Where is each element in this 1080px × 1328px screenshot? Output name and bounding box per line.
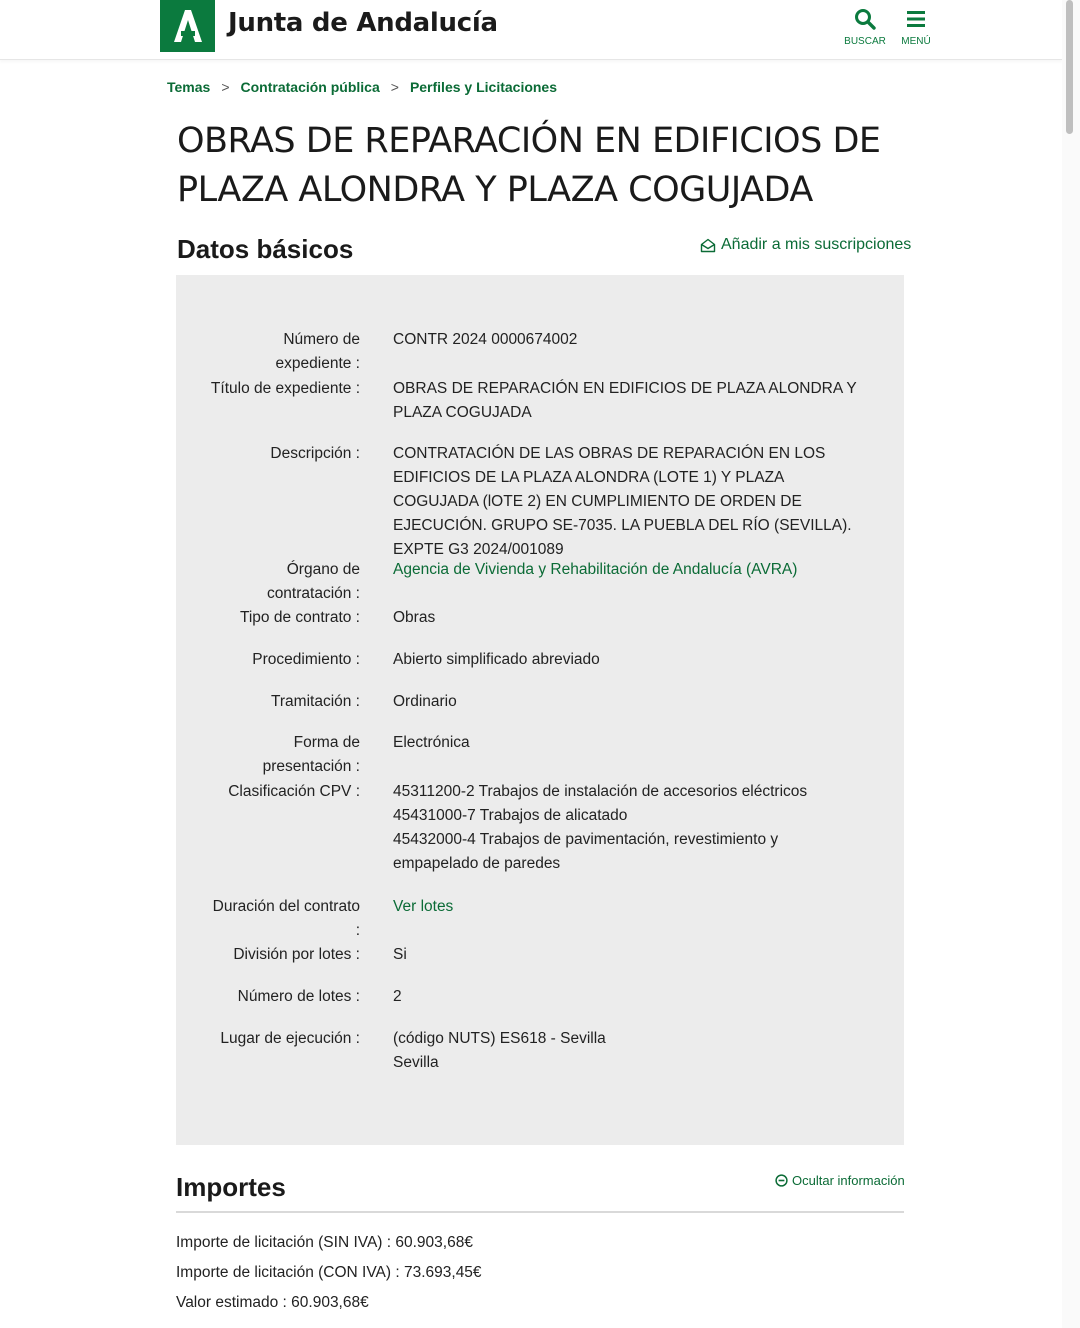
field-value: Electrónica bbox=[393, 734, 470, 751]
hamburger-menu-icon bbox=[905, 8, 927, 30]
field-label: Lugar de ejecución : bbox=[220, 1030, 360, 1047]
field-label: Número de expediente : bbox=[275, 331, 360, 372]
field-value: CONTRATACIÓN DE LAS OBRAS DE REPARACIÓN EN LOS EDIFICIOS DE LA PLAZA ALONDRA (LOTE 1) Y PLAZA COGUJADA (lOTE 2) EN CUMPLIMIENTO DE ORDEN DE EJECUCIÓN. GRUPO SE-7035. LA PUEBLA DEL RÍO (SEVILLA). EXPTE G3 2024/001089 bbox=[393, 445, 852, 558]
breadcrumb-temas[interactable]: Temas bbox=[167, 79, 211, 95]
brand-name[interactable]: Junta de Andalucía bbox=[228, 8, 498, 38]
envelope-open-icon bbox=[700, 238, 716, 253]
datos-basicos-panel bbox=[176, 275, 904, 1145]
junta-a-logo-icon bbox=[168, 6, 208, 46]
scrollbar-thumb[interactable] bbox=[1066, 0, 1073, 134]
breadcrumb-separator: > bbox=[390, 79, 399, 95]
field-label: Duración del contrato : bbox=[212, 898, 360, 939]
field-label: Procedimiento : bbox=[252, 651, 360, 668]
field-value: Abierto simplificado abreviado bbox=[393, 651, 600, 668]
minus-circle-icon bbox=[775, 1174, 788, 1187]
breadcrumb-perfiles-licitaciones[interactable]: Perfiles y Licitaciones bbox=[409, 79, 558, 95]
field-label: Título de expediente : bbox=[210, 380, 360, 397]
menu-label: MENÚ bbox=[901, 36, 931, 47]
field-label: Órgano de contratación : bbox=[266, 561, 360, 602]
field-label: Tramitación : bbox=[270, 693, 360, 710]
importe-sin-iva: Importe de licitación (SIN IVA) : 60.903,68€ bbox=[176, 1234, 473, 1251]
site-header bbox=[0, 0, 1062, 60]
search-icon bbox=[854, 8, 876, 30]
field-value: Si bbox=[393, 946, 407, 963]
breadcrumb-separator: > bbox=[221, 79, 230, 95]
field-value: Ordinario bbox=[393, 693, 457, 710]
junta-logo[interactable] bbox=[160, 0, 215, 52]
section-title-datos-basicos: Datos básicos bbox=[177, 234, 354, 264]
subscribe-link[interactable] bbox=[700, 236, 911, 254]
field-label: Número de lotes : bbox=[237, 988, 360, 1005]
lugar-line: (código NUTS) ES618 - Sevilla bbox=[393, 1030, 606, 1047]
field-value: Obras bbox=[393, 609, 436, 626]
section-title-importes: Importes bbox=[176, 1172, 286, 1202]
breadcrumb-contratacion-publica[interactable]: Contratación pública bbox=[240, 79, 380, 95]
lugar-line: Sevilla bbox=[393, 1054, 439, 1071]
field-value: OBRAS DE REPARACIÓN EN EDIFICIOS DE PLAZA ALONDRA Y PLAZA COGUJADA bbox=[393, 380, 857, 421]
ver-lotes-link[interactable]: Ver lotes bbox=[393, 898, 454, 915]
field-label: Descripción : bbox=[270, 445, 360, 462]
field-value bbox=[393, 780, 863, 876]
subscribe-label: Añadir a mis suscripciones bbox=[721, 236, 912, 253]
field-label: División por lotes : bbox=[233, 946, 360, 963]
field-value: 2 bbox=[393, 988, 402, 1005]
field-label: Forma de presentación : bbox=[262, 734, 360, 775]
breadcrumb bbox=[167, 79, 557, 95]
importe-con-iva: Importe de licitación (CON IVA) : 73.693,45€ bbox=[176, 1264, 482, 1281]
valor-estimado: Valor estimado : 60.903,68€ bbox=[176, 1294, 369, 1311]
page-title: OBRAS DE REPARACIÓN EN EDIFICIOS DE PLAZA ALONDRA Y PLAZA COGUJADA bbox=[177, 121, 881, 210]
hide-info-button[interactable] bbox=[775, 1173, 905, 1188]
page-scrollbar[interactable] bbox=[1062, 0, 1080, 1328]
field-label: Tipo de contrato : bbox=[239, 609, 360, 626]
hide-info-label: Ocultar información bbox=[792, 1173, 905, 1188]
cpv-line: 45431000-7 Trabajos de alicatado bbox=[393, 807, 628, 824]
organo-contratacion-link[interactable]: Agencia de Vivienda y Rehabilitación de Andalucía (AVRA) bbox=[393, 561, 798, 578]
cpv-line: 45432000-4 Trabajos de pavimentación, revestimiento y empapelado de paredes bbox=[393, 831, 779, 872]
field-value: CONTR 2024 0000674002 bbox=[393, 331, 578, 348]
cpv-line: 45311200-2 Trabajos de instalación de accesorios eléctricos bbox=[393, 783, 808, 800]
importes-divider bbox=[176, 1211, 904, 1213]
search-label: BUSCAR bbox=[844, 36, 886, 47]
field-value bbox=[393, 1027, 863, 1075]
menu-button[interactable] bbox=[894, 8, 938, 47]
field-label: Clasificación CPV : bbox=[228, 783, 360, 800]
search-button[interactable] bbox=[843, 8, 887, 47]
